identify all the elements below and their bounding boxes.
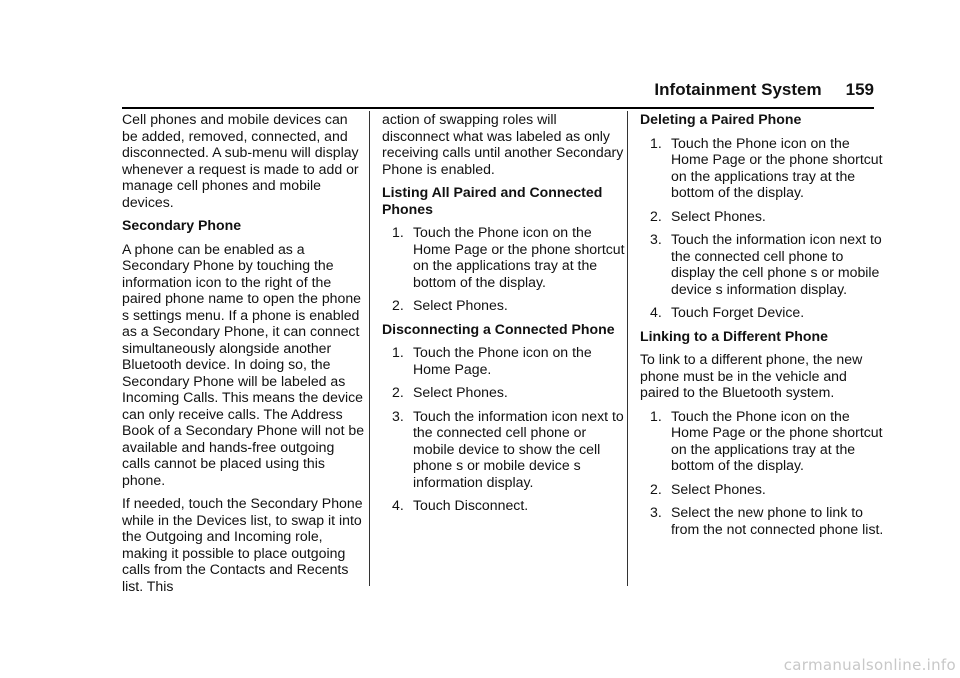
list-item: 4. Touch Disconnect.	[392, 497, 529, 513]
list-item: 1. Touch the Phone icon on the Home Page or the phone shortcut on the applications tray at the bottom of the display.	[650, 134, 883, 200]
list-item: 2. Select Phones.	[392, 297, 508, 313]
list-item: 4. Touch Forget Device.	[650, 304, 805, 320]
watermark: carmanualsonline.info	[783, 656, 956, 674]
intro-paragraph: Cell phones and mobile devices can be added, removed, connected, and disconnected. A sub-menu will display whenever a request is made to add or manage cell phones and mobile devices.	[122, 111, 359, 210]
page-header	[654, 80, 874, 100]
column-divider	[369, 111, 370, 586]
link-heading: Linking to a Different Phone	[640, 327, 828, 344]
column-divider	[627, 111, 628, 586]
link-intro-paragraph: To link to a different phone, the new phone must be in the vehicle and paired to the Bluetooth system.	[640, 351, 863, 400]
list-item: 3. Select the new phone to link to from the not connected phone list.	[650, 504, 884, 537]
column-3	[640, 111, 884, 544]
list-item: 2. Select Phones.	[650, 480, 766, 497]
disconnect-steps	[382, 344, 626, 514]
list-item: 2. Select Phones.	[650, 207, 766, 224]
header-rule	[122, 107, 874, 109]
list-item: 1. Touch the Phone icon on the Home Page or the phone shortcut on the applications tray at the bottom of the display.	[650, 407, 883, 473]
page-number: 159	[845, 80, 874, 99]
section-title: Infotainment System	[654, 80, 822, 99]
column-2	[382, 111, 626, 521]
link-steps	[640, 408, 884, 538]
secondary-phone-paragraph: A phone can be enabled as a Secondary Phone by touching the information icon to the right of the paired phone name to open the phone s settings menu. If a phone is enabled as a Secondary Phone, it can connect simultaneously alongside another Bluetooth device. In doing so, the Secondary Phone will be labeled as Incoming Calls. This means the device can only receive calls. The Address Book of a Secondary Phone will not be available and hands-free outgoing calls cannot be placed using this phone.	[122, 240, 365, 488]
list-item: 3. Touch the information icon next to the connected cell phone to display the cell phone s or mobile device s information display.	[650, 231, 882, 297]
continuation-paragraph: action of swapping roles will disconnect what was labeled as only receiving calls until another Secondary Phone is enabled.	[382, 111, 624, 177]
column-1	[122, 111, 366, 601]
secondary-phone-swap-paragraph: If needed, touch the Secondary Phone while in the Devices list, to swap it into the Outgoing and Incoming role, making it possible to place outgoing calls from the Contacts and Recents list. This	[122, 495, 363, 594]
list-item: 2. Select Phones.	[392, 384, 508, 400]
delete-steps	[640, 135, 884, 321]
listing-heading: Listing All Paired and Connected Phones	[382, 184, 603, 217]
secondary-phone-heading: Secondary Phone	[122, 217, 242, 233]
list-item: 3. Touch the information icon next to the connected cell phone or mobile device to show the cell phone s or mobile device s information display.	[392, 407, 624, 490]
listing-steps	[382, 224, 626, 314]
list-item: 1. Touch the Phone icon on the Home Page.	[392, 344, 592, 377]
disconnect-heading: Disconnecting a Connected Phone	[382, 320, 615, 337]
list-item: 1. Touch the Phone icon on the Home Page or the phone shortcut on the applications tray at the bottom of the display.	[392, 224, 625, 290]
delete-heading: Deleting a Paired Phone	[640, 111, 802, 127]
